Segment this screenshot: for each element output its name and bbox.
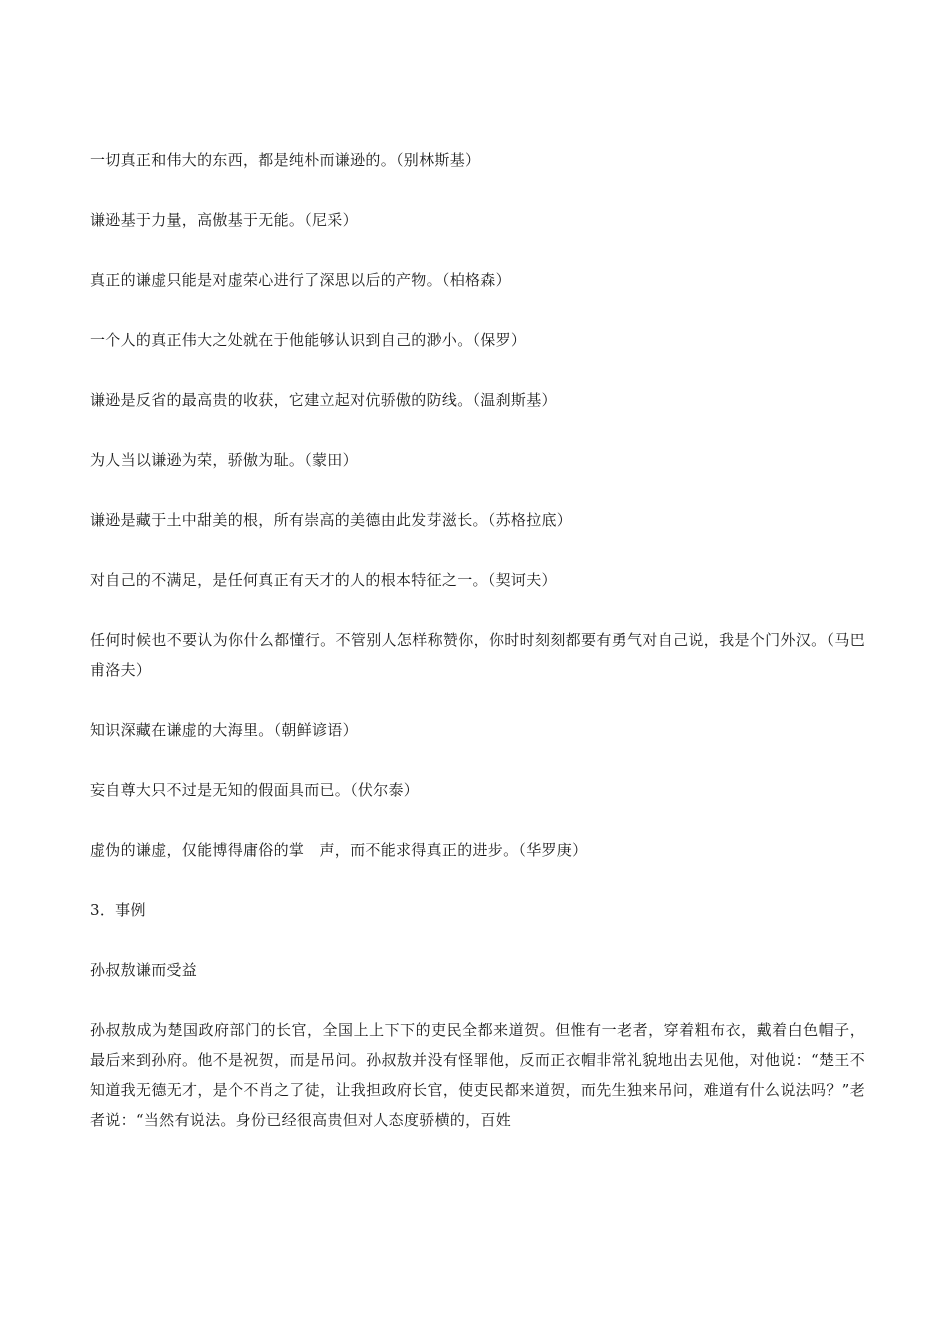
quote-4: 一个人的真正伟大之处就在于他能够认识到自己的渺小。（保罗） — [90, 331, 527, 349]
document-page — [90, 145, 865, 1135]
quote-3: 真正的谦虚只能是对虚荣心进行了深思以后的产物。（柏格森） — [90, 271, 511, 289]
quote-12: 虚伪的谦虚，仅能博得庸俗的掌 声，而不能求得真正的进步。（华罗庚） — [90, 841, 588, 859]
quote-2: 谦逊基于力量，高傲基于无能。（尼采） — [90, 211, 358, 229]
quote-6: 为人当以谦逊为荣，骄傲为耻。（蒙田） — [90, 451, 358, 469]
quote-7: 谦逊是藏于土中甜美的根，所有崇高的美德由此发芽滋长。（苏格拉底） — [90, 511, 573, 529]
quote-10: 知识深藏在谦虚的大海里。（朝鲜谚语） — [90, 721, 358, 739]
section-heading: 3．事例 — [90, 901, 146, 919]
quote-9: 任何时候也不要认为你什么都懂行。不管别人怎样称赞你，你时时刻刻都要有勇气对自己说，我是个门外汉。（马巴甫洛夫） — [90, 631, 865, 679]
quote-5: 谦逊是反省的最高贵的收获，它建立起对伉骄傲的防线。（温刹斯基） — [90, 391, 557, 409]
quote-8: 对自己的不满足，是任何真正有天才的人的根本特征之一。（契诃夫） — [90, 571, 557, 589]
story-title: 孙叔敖谦而受益 — [90, 961, 198, 979]
quote-1: 一切真正和伟大的东西，都是纯朴而谦逊的。（别林斯基） — [90, 151, 481, 169]
story-body: 孙叔敖成为楚国政府部门的长官，全国上上下下的吏民全都来道贺。但惟有一老者，穿着粗布衣，戴着白色帽子，最后来到孙府。他不是祝贺，而是吊问。孙叔敖并没有怪罪他，反而正衣帽非常礼貌地出去见他，对他说：“楚王不知道我无德无才，是个不肖之了徒，让我担政府长官，使吏民都来道贺，而先生独来吊问，难道有什么说法吗？”老者说：“当然有说法。身份已经很高贵但对人态度骄横的，百姓 — [90, 1021, 865, 1129]
quote-11: 妄自尊大只不过是无知的假面具而已。（伏尔泰） — [90, 781, 420, 799]
